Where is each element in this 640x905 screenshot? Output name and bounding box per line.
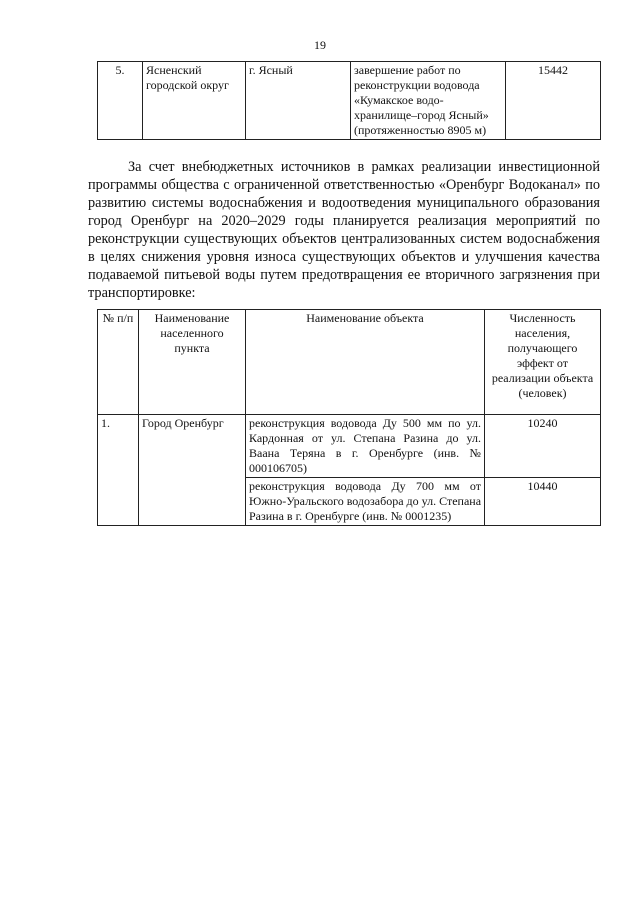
table-row [98, 415, 601, 478]
locality-name: Город Оренбург [139, 415, 246, 526]
locality-name: г. Ясный [246, 62, 351, 140]
population-value: 10240 [485, 415, 601, 478]
header-number: № п/п [98, 310, 139, 415]
population-value: 15442 [506, 62, 601, 140]
object-name: реконструкция водовода Ду 500 мм по ул. Кардонная от ул. Степана Разина до ул. Ваана Теряна в г. Оренбурге (инв. № 000106705) [246, 415, 485, 478]
population-value: 10440 [485, 478, 601, 526]
table-row [98, 62, 601, 140]
header-population: Численность населения, получающего эффект от реализации объекта (человек) [485, 310, 601, 415]
object-name: реконструкция водовода Ду 700 мм от Южно-Уральского водозабора до ул. Степана Разина в г. Оренбурге (инв. № 0001235) [246, 478, 485, 526]
page-number: 19 [314, 38, 326, 52]
object-name: завершение работ по реконструкции водовода «Кумакское водо-хранилище–город Ясный» (протяженностью 8905 м) [351, 62, 506, 140]
table-objects [97, 309, 601, 526]
table-continuation [97, 61, 601, 140]
row-number: 1. [98, 415, 139, 526]
district-name: Ясненский городской округ [143, 62, 246, 140]
row-number: 5. [98, 62, 143, 140]
paragraph-text: За счет внебюджетных источников в рамках реализации инвестиционной программы общества с ограниченной ответственностью «Оренбург Водоканал» по развитию системы водоснабжения и водоотведения муниципального образования город Оренбург на 2020–2029 годы планируется реализация мероприятий по реконструкции существующих объектов централизованных систем водоснабжения в целях снижения уровня износа существующих объектов и улучшения качества подаваемой питьевой воды путем предотвращения ее вторичного загрязнения при транспортировке: [88, 159, 600, 301]
header-locality: Наименование населенного пункта [139, 310, 246, 415]
header-object: Наименование объекта [246, 310, 485, 415]
body-paragraph [88, 158, 600, 302]
table-header-row [98, 310, 601, 415]
